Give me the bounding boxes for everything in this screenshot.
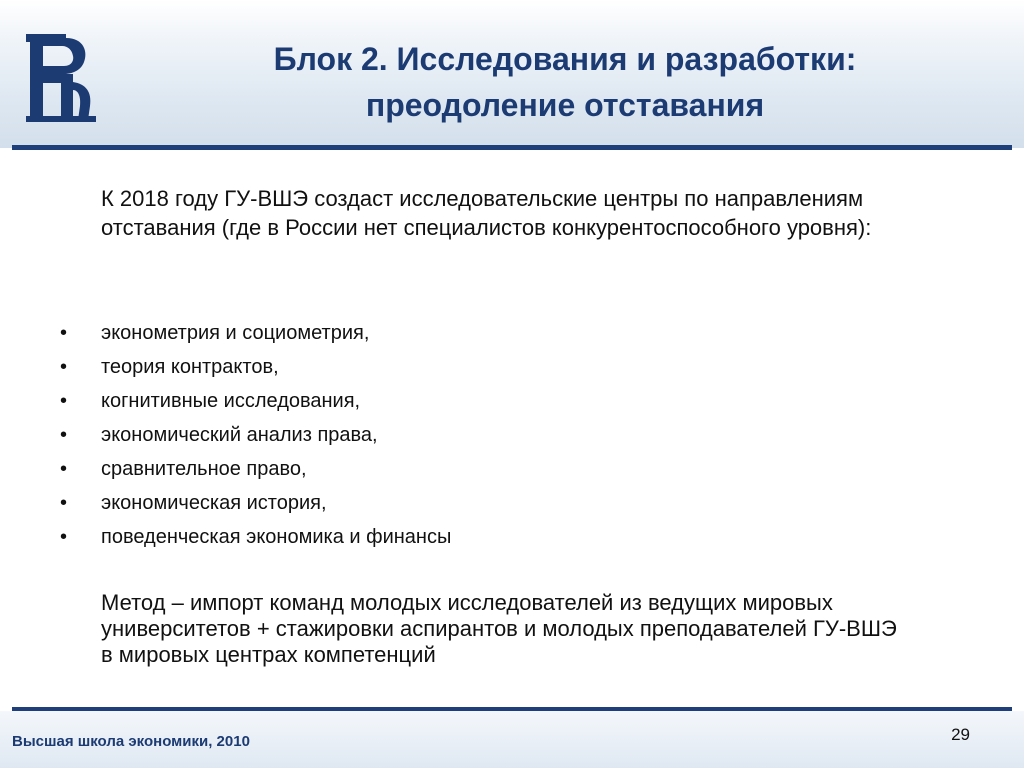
list-item — [60, 488, 860, 522]
title-line-2: преодоление отставания — [365, 87, 765, 123]
page-title — [150, 36, 980, 128]
list-item-text: экономический анализ права, — [101, 424, 378, 446]
bullet-icon: • — [60, 356, 68, 378]
bullet-icon: • — [60, 526, 68, 548]
list-item-text: эконометрия и социометрия, — [101, 322, 370, 344]
header-divider — [12, 145, 1012, 150]
list-item — [60, 318, 860, 352]
bullet-icon: • — [60, 458, 68, 480]
bullet-icon: • — [60, 390, 68, 412]
list-item — [60, 522, 860, 556]
list-item-text: когнитивные исследования, — [101, 390, 361, 412]
bullet-icon: • — [60, 424, 68, 446]
hse-logo-icon — [26, 32, 98, 124]
list-item — [60, 454, 860, 488]
bullet-icon: • — [60, 322, 68, 344]
list-item-text: экономическая история, — [101, 492, 327, 514]
method-paragraph: Метод – импорт команд молодых исследователей из ведущих мировых университетов + стажировки аспирантов и молодых преподавателей ГУ-ВШЭ в мировых центрах компетенций — [101, 590, 897, 667]
list-item-text: сравнительное право, — [101, 458, 307, 480]
list-item — [60, 352, 860, 386]
footer-caption: Высшая школа экономики, 2010 — [12, 733, 250, 750]
list-item-text: теория контрактов, — [101, 356, 279, 378]
page-number: 29 — [951, 725, 970, 744]
list-item — [60, 420, 860, 454]
list-item — [60, 386, 860, 420]
title-line-1: Блок 2. Исследования и разработки: — [273, 41, 857, 77]
intro-paragraph: К 2018 году ГУ-ВШЭ создаст исследовательские центры по направлениям отставания (где в России нет специалистов конкурентоспособного уровня): — [101, 186, 872, 240]
bullet-icon: • — [60, 492, 68, 514]
list-item-text: поведенческая экономика и финансы — [101, 526, 452, 548]
research-areas-list — [60, 318, 860, 556]
